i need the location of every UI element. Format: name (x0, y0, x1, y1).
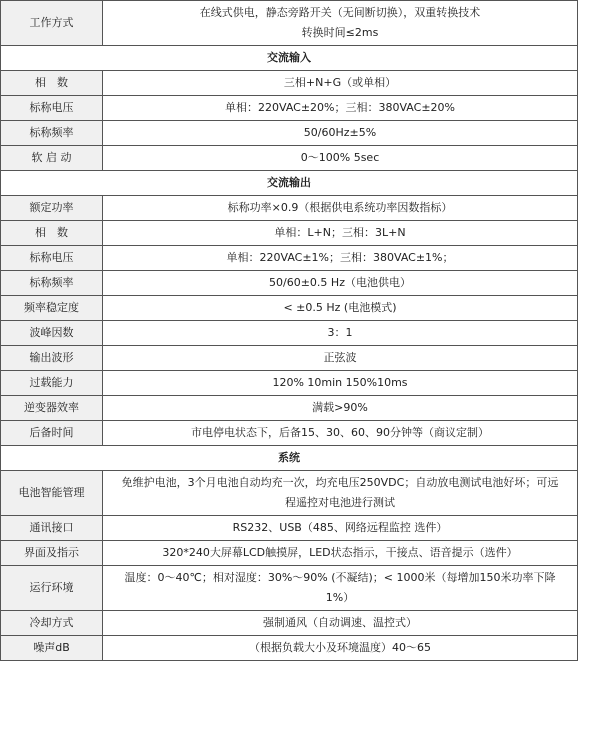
spec-row (1, 71, 578, 96)
spec-row (1, 566, 578, 611)
spec-row (1, 611, 578, 636)
spec-value: 满载>90% (103, 396, 578, 421)
spec-row (1, 296, 578, 321)
spec-value: 强制通风（自动调速、温控式） (103, 611, 578, 636)
spec-value: 市电停电状态下，后备15、30、60、90分钟等（商议定制） (103, 421, 578, 446)
spec-row (1, 96, 578, 121)
spec-value: 120% 10min 150%10ms (103, 371, 578, 396)
spec-label: 频率稳定度 (1, 296, 103, 321)
section-header-row (1, 171, 578, 196)
section-title: 交流输出 (1, 171, 578, 196)
spec-value: 单相：220VAC±20%；三相：380VAC±20% (103, 96, 578, 121)
spec-row (1, 1, 578, 46)
spec-label: 标称电压 (1, 246, 103, 271)
spec-label: 界面及指示 (1, 541, 103, 566)
spec-label: 相 数 (1, 71, 103, 96)
spec-label: 输出波形 (1, 346, 103, 371)
spec-row (1, 471, 578, 516)
spec-value: 50/60Hz±5% (103, 121, 578, 146)
section-title: 交流输入 (1, 46, 578, 71)
spec-label: 冷却方式 (1, 611, 103, 636)
spec-value: RS232、USB（485、网络远程监控 选件） (103, 516, 578, 541)
spec-row (1, 221, 578, 246)
spec-value: （根据负载大小及环境温度）40～65 (103, 636, 578, 661)
spec-label: 工作方式 (1, 1, 103, 46)
spec-value: 免维护电池，3个月电池自动均充一次，均充电压250VDC；自动放电测试电池好坏；可远 程遥控对电池进行测试 (103, 471, 578, 516)
spec-value: 3：1 (103, 321, 578, 346)
spec-value: < ±0.5 Hz (电池模式) (103, 296, 578, 321)
spec-row (1, 541, 578, 566)
spec-label: 通讯接口 (1, 516, 103, 541)
spec-value: 标称功率×0.9（根据供电系统功率因数指标） (103, 196, 578, 221)
spec-label: 波峰因数 (1, 321, 103, 346)
spec-row (1, 146, 578, 171)
spec-label: 电池智能管理 (1, 471, 103, 516)
spec-value: 在线式供电，静态旁路开关（无间断切换），双重转换技术 转换时间≤2ms (103, 1, 578, 46)
spec-label: 噪声dB (1, 636, 103, 661)
spec-value: 三相+N+G（或单相） (103, 71, 578, 96)
spec-value: 50/60±0.5 Hz（电池供电） (103, 271, 578, 296)
spec-label: 额定功率 (1, 196, 103, 221)
spec-row (1, 421, 578, 446)
spec-label: 标称电压 (1, 96, 103, 121)
spec-label: 逆变器效率 (1, 396, 103, 421)
section-header-row (1, 46, 578, 71)
spec-value: 温度：0～40℃；相对湿度：30%～90% (不凝结)；< 1000米（每增加150米功率下降 1%） (103, 566, 578, 611)
spec-label: 相 数 (1, 221, 103, 246)
spec-label: 过载能力 (1, 371, 103, 396)
spec-table-body (1, 1, 578, 661)
spec-value: 0～100% 5sec (103, 146, 578, 171)
spec-row (1, 636, 578, 661)
section-header-row (1, 446, 578, 471)
spec-row (1, 121, 578, 146)
spec-value: 正弦波 (103, 346, 578, 371)
section-title: 系统 (1, 446, 578, 471)
spec-label: 后备时间 (1, 421, 103, 446)
spec-row (1, 516, 578, 541)
spec-label: 标称频率 (1, 121, 103, 146)
spec-value: 单相：220VAC±1%；三相：380VAC±1%； (103, 246, 578, 271)
spec-label: 运行环境 (1, 566, 103, 611)
spec-row (1, 371, 578, 396)
spec-row (1, 346, 578, 371)
spec-label: 标称频率 (1, 271, 103, 296)
spec-value: 单相：L+N；三相：3L+N (103, 221, 578, 246)
spec-row (1, 271, 578, 296)
spec-row (1, 246, 578, 271)
spec-label: 软 启 动 (1, 146, 103, 171)
spec-row (1, 196, 578, 221)
spec-row (1, 396, 578, 421)
spec-row (1, 321, 578, 346)
spec-value: 320*240大屏幕LCD触摸屏，LED状态指示，干接点、语音提示（选件） (103, 541, 578, 566)
